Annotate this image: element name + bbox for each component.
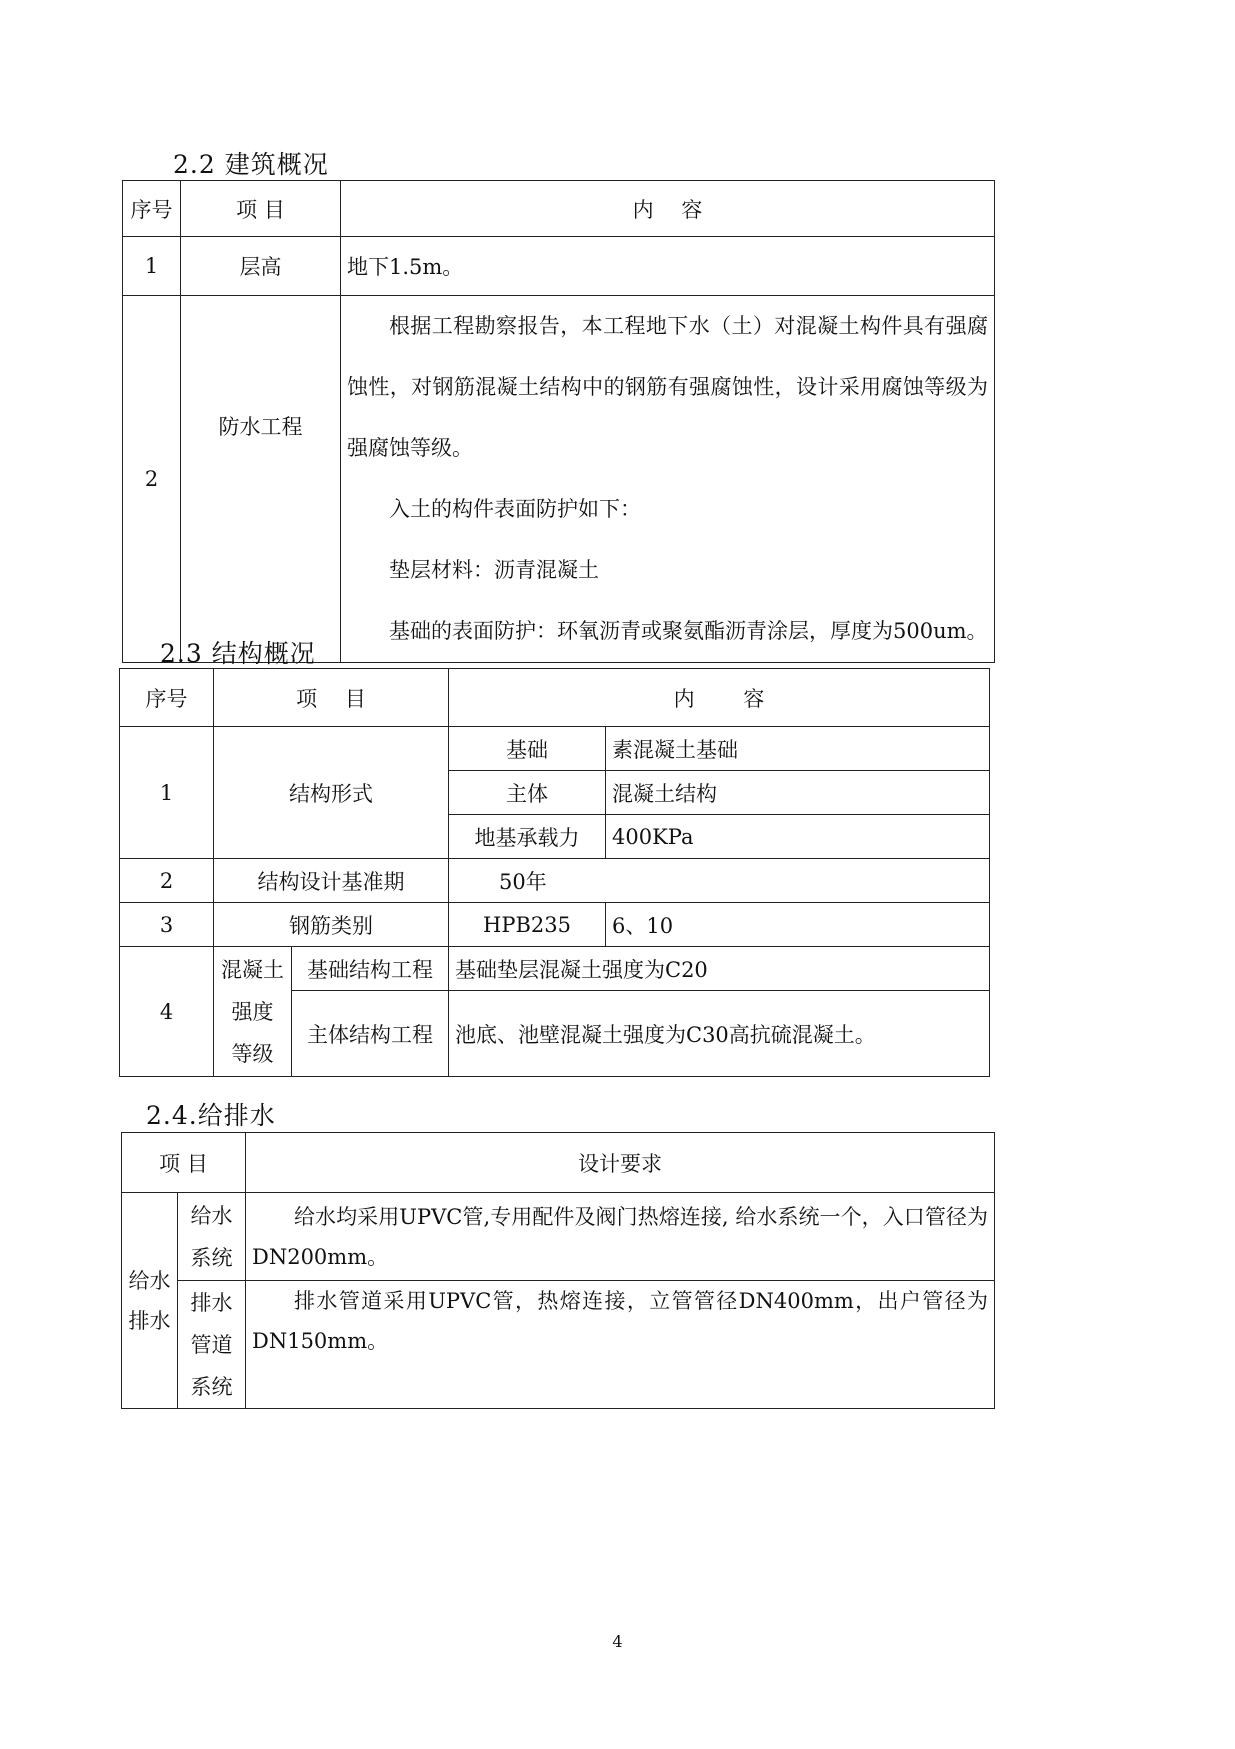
row-value: 50年 (449, 859, 990, 903)
sub-key (178, 1281, 246, 1409)
sub-value: 6、10 (606, 903, 990, 947)
table-row (120, 947, 990, 991)
sub-key (178, 1193, 246, 1281)
group-line: 给水 (128, 1268, 171, 1293)
row-content: 地下1.5m。 (341, 237, 995, 296)
table-row (122, 1193, 995, 1281)
water-supply-table (121, 1132, 995, 1409)
header-item: 项 目 (181, 181, 341, 237)
section-2-3-heading: 2.3 结构概况 (160, 639, 316, 668)
row-item: 钢筋类别 (214, 903, 449, 947)
row-item: 防水工程 (181, 296, 341, 663)
group-label (122, 1193, 178, 1409)
row-no: 4 (120, 947, 214, 1077)
row-item-multiline (214, 947, 292, 1077)
sub-value: 池底、池壁混凝土强度为C30高抗硫混凝土。 (449, 991, 990, 1077)
item-line: 强度 (231, 999, 274, 1024)
table-header-row (120, 669, 990, 727)
table-row (123, 296, 995, 663)
sub-key: 基础结构工程 (292, 947, 449, 991)
building-overview-table (122, 180, 995, 663)
table-row (120, 903, 990, 947)
header-no: 序号 (123, 181, 181, 237)
header-item: 项 目 (214, 669, 449, 727)
sub-value: 素混凝土基础 (606, 727, 990, 771)
sub-value: 基础垫层混凝土强度为C20 (449, 947, 990, 991)
header-no: 序号 (120, 669, 214, 727)
row-no: 3 (120, 903, 214, 947)
key-line: 管道 (190, 1332, 233, 1357)
header-content: 设计要求 (246, 1133, 995, 1193)
table-header-row (123, 181, 995, 237)
sub-key: 基础 (449, 727, 606, 771)
key-line: 排水 (190, 1290, 233, 1315)
paragraph: 入土的构件表面防护如下： (389, 497, 641, 521)
paragraph: 排水管道采用UPVC管，热熔连接，立管管径DN400mm，出户管径为DN150mm。 (252, 1289, 988, 1353)
paragraph: 给水均采用UPVC管,专用配件及阀门热熔连接, 给水系统一个，入口管径为DN200mm。 (252, 1204, 988, 1269)
sub-key: 地基承载力 (449, 815, 606, 859)
sub-key: 主体结构工程 (292, 991, 449, 1077)
sub-key: HPB235 (449, 903, 606, 947)
row-item: 结构设计基准期 (214, 859, 449, 903)
section-2-2-heading: 2.2 建筑概况 (173, 150, 329, 179)
row-item: 结构形式 (214, 727, 449, 859)
row-no: 2 (120, 859, 214, 903)
sub-key: 主体 (449, 771, 606, 815)
table-row (123, 237, 995, 296)
sub-value: 400KPa (606, 815, 990, 859)
row-no: 1 (123, 237, 181, 296)
row-no: 2 (123, 296, 181, 663)
table-header-row (122, 1133, 995, 1193)
page-number: 4 (612, 1632, 623, 1651)
table-row (122, 1281, 995, 1409)
row-item: 层高 (181, 237, 341, 296)
group-line: 排水 (128, 1308, 171, 1333)
table-row (120, 727, 990, 771)
paragraph: 根据工程勘察报告，本工程地下水（土）对混凝土构件具有强腐蚀性，对钢筋混凝土结构中的钢筋有强腐蚀性，设计采用腐蚀等级为强腐蚀等级。 (347, 314, 988, 460)
key-line: 系统 (190, 1245, 233, 1270)
item-line: 混凝土 (221, 957, 284, 982)
key-line: 给水 (190, 1203, 233, 1228)
header-content: 内 容 (449, 669, 990, 727)
header-content: 内 容 (341, 181, 995, 237)
key-line: 系统 (190, 1374, 233, 1399)
sub-value: 混凝土结构 (606, 771, 990, 815)
item-line: 等级 (231, 1041, 274, 1066)
paragraph: 基础的表面防护：环氧沥青或聚氨酯沥青涂层，厚度为500um。 (389, 619, 988, 643)
paragraph: 垫层材料：沥青混凝土 (389, 558, 599, 582)
table-row (120, 859, 990, 903)
sub-value (246, 1193, 995, 1281)
row-no: 1 (120, 727, 214, 859)
section-2-4-heading: 2.4.给排水 (146, 1101, 276, 1130)
header-item: 项 目 (122, 1133, 246, 1193)
structure-overview-table (119, 668, 990, 1077)
sub-value (246, 1281, 995, 1409)
waterproof-content (341, 296, 995, 663)
